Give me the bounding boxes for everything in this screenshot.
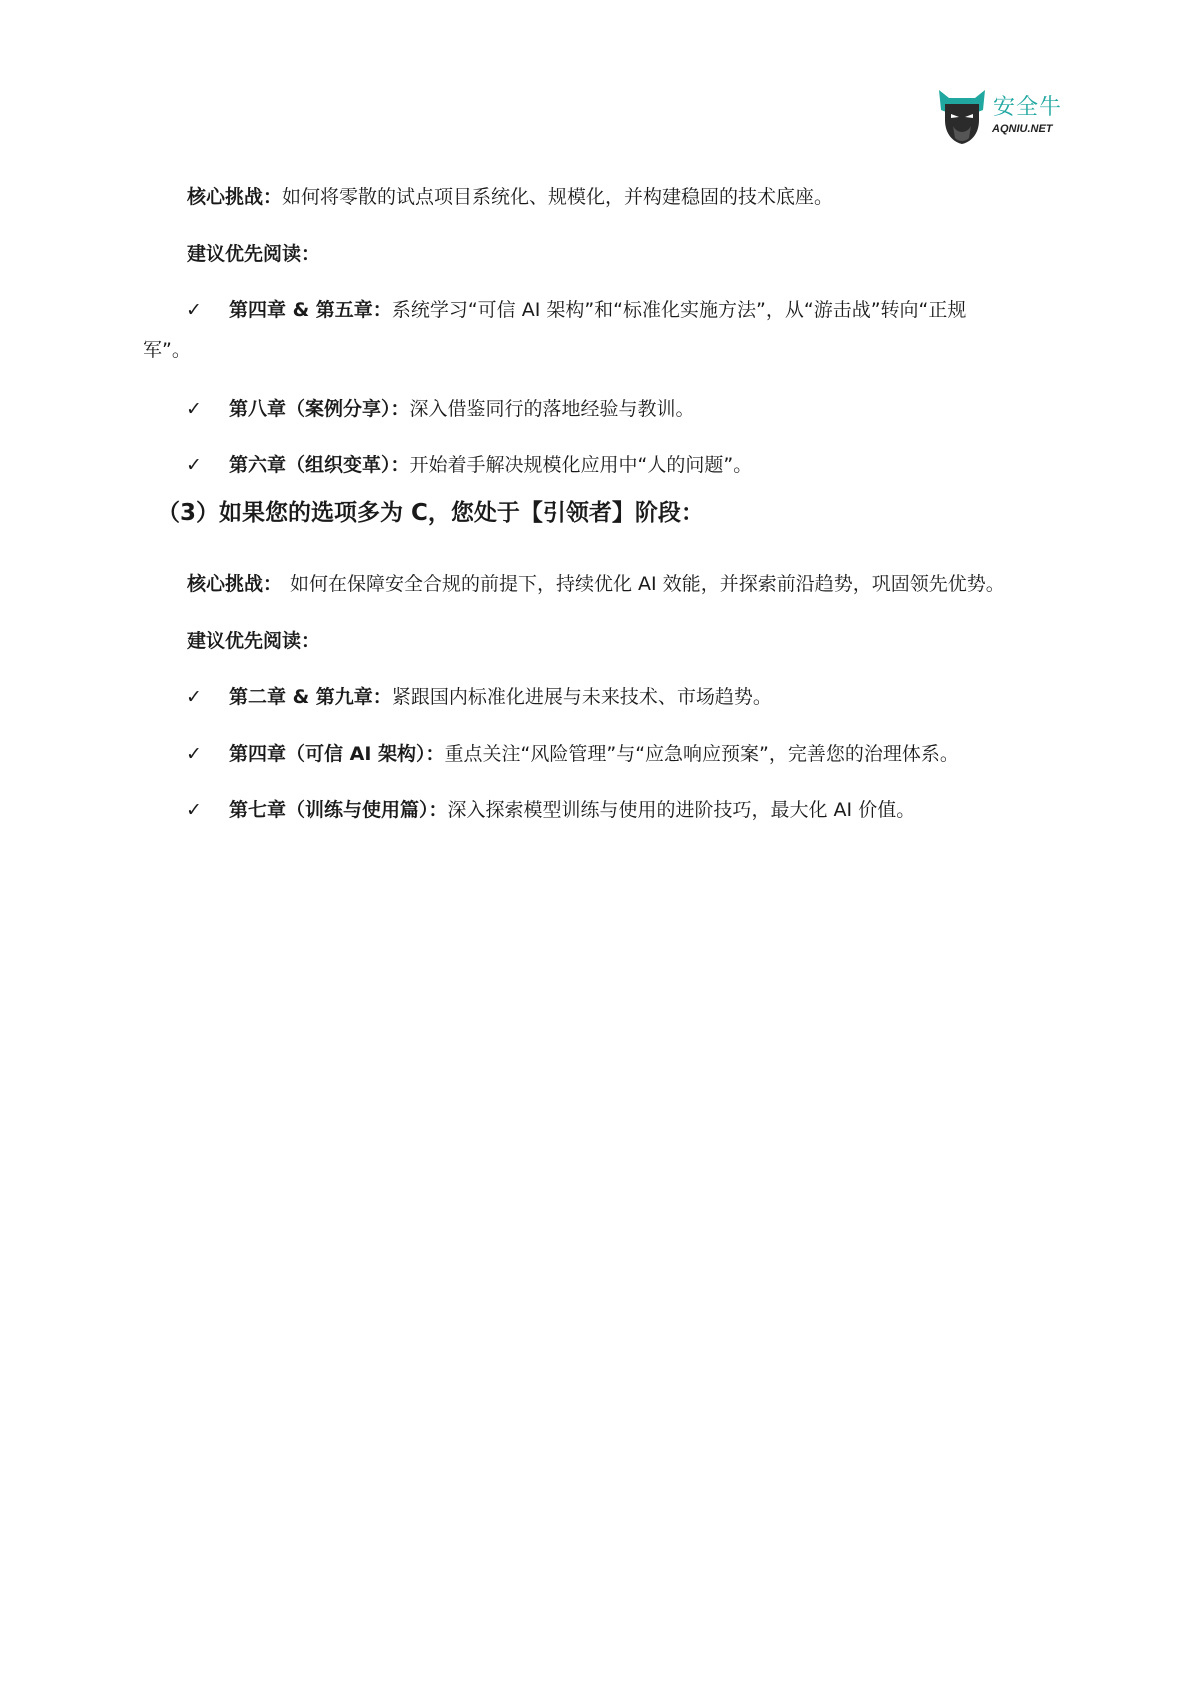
reading-item-title: 第二章 & 第九章： — [229, 686, 392, 708]
reading-item-title: 第四章（可信 AI 架构）： — [229, 743, 445, 765]
reading-item — [229, 796, 915, 824]
reading-item — [229, 451, 752, 479]
challenge-line — [187, 570, 1005, 598]
reading-item-text: 系统学习“可信 AI 架构”和“标准化实施方法”，从“游击战”转向“正规 — [391, 299, 967, 321]
reading-item — [229, 395, 695, 423]
reading-item-title: 第六章（组织变革）： — [229, 454, 410, 476]
challenge-label: 核心挑战： — [187, 186, 283, 208]
reading-item-text-continued: 军”。 — [143, 339, 191, 361]
checkmark-icon: ✓ — [186, 398, 202, 420]
reading-item-title: 第八章（案例分享）： — [229, 398, 410, 420]
logo-text-en: AQNIU.NET — [992, 123, 1053, 135]
checkmark-icon: ✓ — [186, 743, 202, 765]
reading-item — [229, 296, 966, 324]
viking-head-icon — [935, 84, 989, 146]
challenge-line — [187, 183, 833, 211]
logo — [935, 84, 1070, 148]
reading-label: 建议优先阅读： — [187, 630, 321, 652]
checkmark-icon: ✓ — [186, 299, 202, 321]
checkmark-icon: ✓ — [186, 799, 202, 821]
section-heading: （3）如果您的选项多为 C，您处于【引领者】阶段： — [157, 500, 704, 526]
checkmark-icon: ✓ — [186, 686, 202, 708]
challenge-text: 如何在保障安全合规的前提下，持续优化 AI 效能，并探索前沿趋势，巩固领先优势。 — [290, 573, 1005, 595]
reading-item — [229, 683, 772, 711]
reading-item-text: 紧跟国内标准化进展与未来技术、市场趋势。 — [391, 686, 772, 708]
reading-item-text: 深入探索模型训练与使用的进阶技巧，最大化 AI 价值。 — [447, 799, 916, 821]
reading-item-title: 第四章 & 第五章： — [229, 299, 392, 321]
checkmark-icon: ✓ — [186, 454, 202, 476]
logo-text-cn: 安全牛 — [993, 95, 1063, 120]
reading-item-title: 第七章（训练与使用篇）： — [229, 799, 448, 821]
reading-item-text: 开始着手解决规模化应用中“人的问题”。 — [409, 454, 753, 476]
challenge-text: 如何将零散的试点项目系统化、规模化，并构建稳固的技术底座。 — [282, 186, 834, 208]
reading-label: 建议优先阅读： — [187, 243, 321, 265]
reading-item-text: 重点关注“风险管理”与“应急响应预案”，完善您的治理体系。 — [444, 743, 959, 765]
reading-item-text: 深入借鉴同行的落地经验与教训。 — [409, 398, 695, 420]
challenge-label: 核心挑战： — [187, 573, 283, 595]
reading-item — [229, 740, 959, 768]
